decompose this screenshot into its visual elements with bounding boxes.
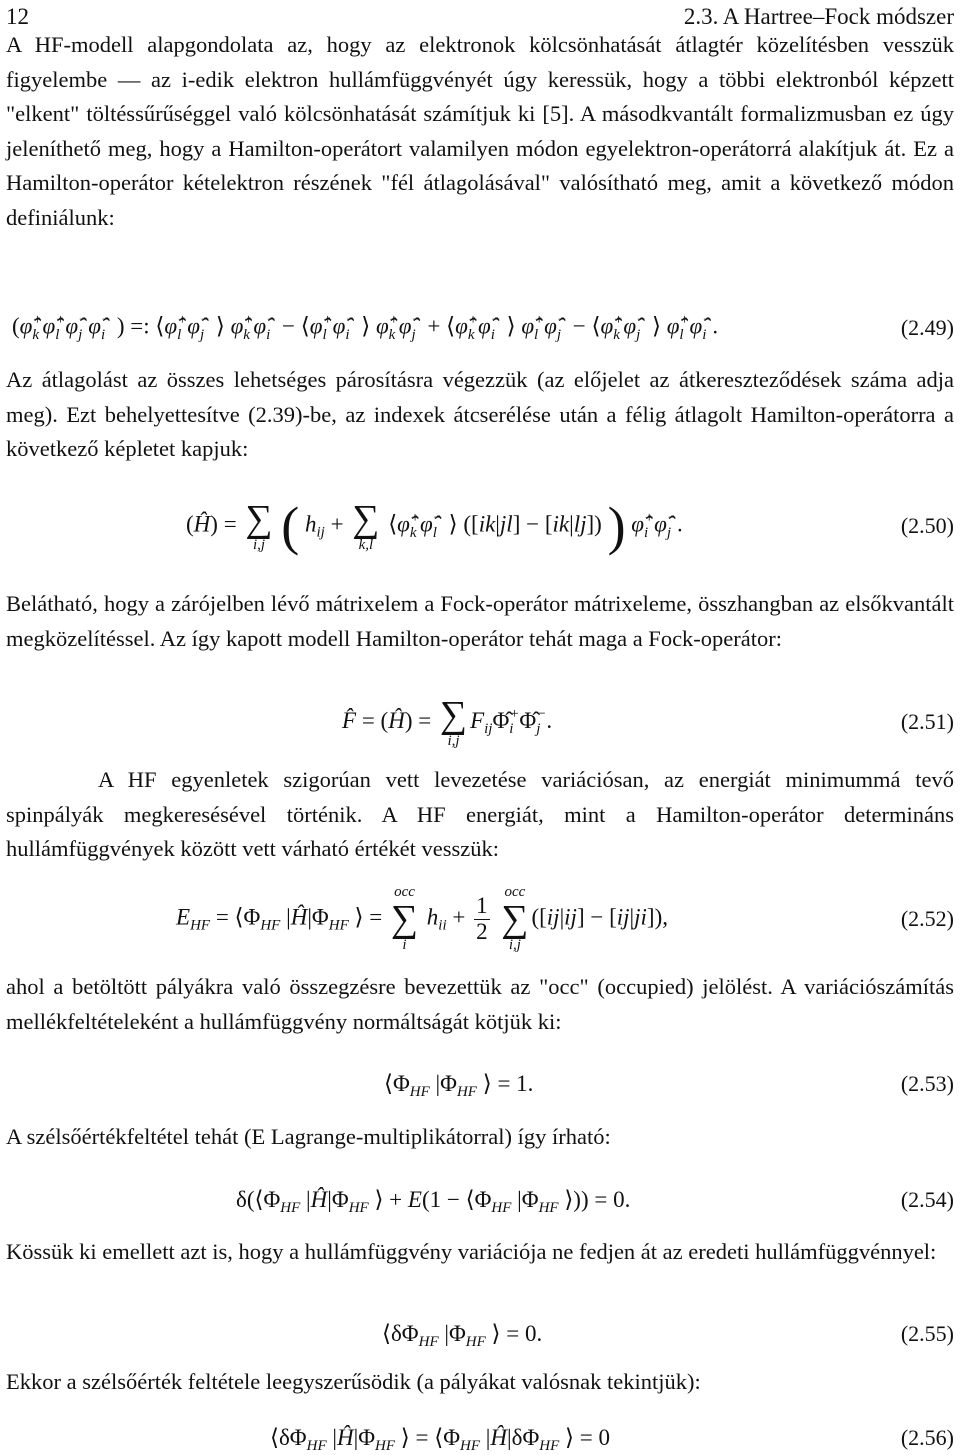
equation-2-53-body: $⟨\Phi_{HF}$ $|\Phi_{HF}$ ⟩ = 1.: [384, 1071, 534, 1100]
sum-symbol: occ ∑ i: [390, 884, 419, 953]
equation-2-52-body: $E_{HF}$ = $⟨\Phi_{HF}$ $|Ĥ|\Phi_{HF}$ ⟩ = occ ∑ i $h_{ii}$ + $\frac{1}{2}$ occ ∑ i,j ([ij|ij] − [ij|ji]),: [176, 884, 668, 953]
equation-2-54-number: (2.54): [900, 1187, 954, 1212]
sum-symbol: ∑ k,l: [352, 497, 380, 553]
sum-symbol: ∑ i,j: [439, 693, 468, 749]
equation-2-49-number: (2.49): [900, 315, 954, 340]
fraction-one-half: $\frac{1}{2}$: [476, 893, 488, 944]
equation-2-50: [0, 476, 954, 576]
equation-2-50-number: (2.50): [900, 513, 954, 538]
equation-2-52: [0, 880, 954, 958]
equation-2-53: [0, 1064, 954, 1104]
sum-symbol: ∑ i,j: [245, 497, 273, 553]
equation-2-54: [0, 1180, 954, 1220]
paragraph-2: Az átlagolást az összes lehetséges párosításra végezzük (az előjelet az átkereszteződések száma adja meg). Ezt behelyettesítve (2.39)-be, az indexek átcserélése után a félig átlagolt Hamilton-operátorra a következő képletet kapjuk:: [6, 367, 954, 461]
equation-2-49: [0, 300, 954, 356]
paragraph-6: A szélsőértékfeltétel tehát (E Lagrange-multiplikátorral) így írható:: [6, 1124, 611, 1149]
equation-2-52-number: (2.52): [900, 906, 954, 931]
equation-2-49-body: (φ̂ + k φ̂ + l φ̂ − j φ̂ − i ) =: ⟨φ̂ + l φ̂ − j ⟩ φ̂ + k φ̂ − i − ⟨φ̂ + l φ̂ − i ⟩ φ̂ + k φ̂ − j + ⟨φ̂ + k φ̂ − i ⟩ φ̂ + l φ̂ − j − ⟨φ̂ + k φ̂ − j ⟩ φ̂ + l φ̂ − i .: [12, 312, 719, 343]
equation-2-55: [0, 1314, 954, 1354]
paragraph-7: Kössük ki emellett azt is, hogy a hullámfüggvény variációja ne fedjen át az eredeti hullámfüggvénnyel:: [6, 1239, 937, 1264]
equation-2-53-number: (2.53): [900, 1071, 954, 1096]
equation-2-56-number: (2.56): [900, 1425, 954, 1450]
equation-2-50-body: (Ĥ) = ∑ i,j ( $h_{ij}$ + ∑ k,l ⟨φ̂ + k φ̂ − l ⟩ ([ik|jl] − [ik|lj]) ) φ̂ + i φ̂ − j .: [186, 496, 683, 556]
paragraph-3: Belátható, hogy a zárójelben lévő mátrixelem a Fock-operátor mátrixeleme, összhangban az elsőkvantált megközelítéssel. Az így kapott modell Hamilton-operátor tehát maga a Fock-operátor:: [6, 591, 954, 651]
page-number: 12: [6, 4, 29, 29]
equation-2-55-body: $⟨\delta\Phi_{HF}$ $|\Phi_{HF}$ ⟩ = 0.: [382, 1321, 543, 1350]
section-title: 2.3. A Hartree–Fock módszer: [683, 4, 954, 29]
sum-symbol: occ ∑ i,j: [501, 884, 529, 953]
paragraph-4: A HF egyenletek szigorúan vett levezetése variációsan, az energiát minimummá tevő spinpályák megkeresésével történik. A HF energiát, mint a Hamilton-operátor determináns hullámfüggvények között vett várható értékét vesszük:: [6, 767, 954, 861]
equation-2-51-number: (2.51): [900, 709, 954, 734]
equation-2-56-body: $⟨\delta\Phi_{HF}$ $|Ĥ|\Phi_{HF}$ ⟩ = $⟨\Phi_{HF}$ $|Ĥ|\delta\Phi_{HF}$ ⟩ = 0: [270, 1425, 610, 1454]
equation-2-54-body: $\delta(⟨\Phi_{HF}$ $|Ĥ|\Phi_{HF}$ ⟩ + $E(1 - ⟨\Phi_{HF}$ $|\Phi_{HF}$ ⟩)) = 0.: [236, 1187, 631, 1216]
equation-2-56: [0, 1421, 954, 1455]
paragraph-8: Ekkor a szélsőérték feltétele leegyszerűsödik (a pályákat valósnak tekintjük):: [6, 1369, 701, 1394]
equation-2-55-number: (2.55): [900, 1321, 954, 1346]
paragraph-5: ahol a betöltött pályákra való összegzésre bevezettük az "occ" (occupied) jelölést. A variációszámítás mellékfeltételeként a hullámfüggvény normáltságát kötjük ki:: [6, 974, 954, 1034]
equation-2-51: [0, 690, 954, 754]
equation-2-51-body: F̂ = (Ĥ) = ∑ i,j $F_{ij}\Phî$ + i Φ̂ − j .: [342, 693, 553, 749]
paragraph-1: A HF-modell alapgondolata az, hogy az elektronok kölcsönhatását átlagtér közelítésben vesszük figyelembe — az i-edik elektron hullámfüggvényét úgy keressük, hogy a többi elektronból képzett "elkent" töltéssűrűséggel való kölcsönhatását számítjuk ki [5]. A másodkvantált formalizmusban ez úgy jeleníthető meg, hogy a Hamilton-operátort valamilyen módon egyelektron-operátorrá alakítjuk át. Ez a Hamilton-operátor kételektron részének "fél átlagolásával" valósítható meg, amit a következő módon definiálunk:: [6, 32, 954, 230]
